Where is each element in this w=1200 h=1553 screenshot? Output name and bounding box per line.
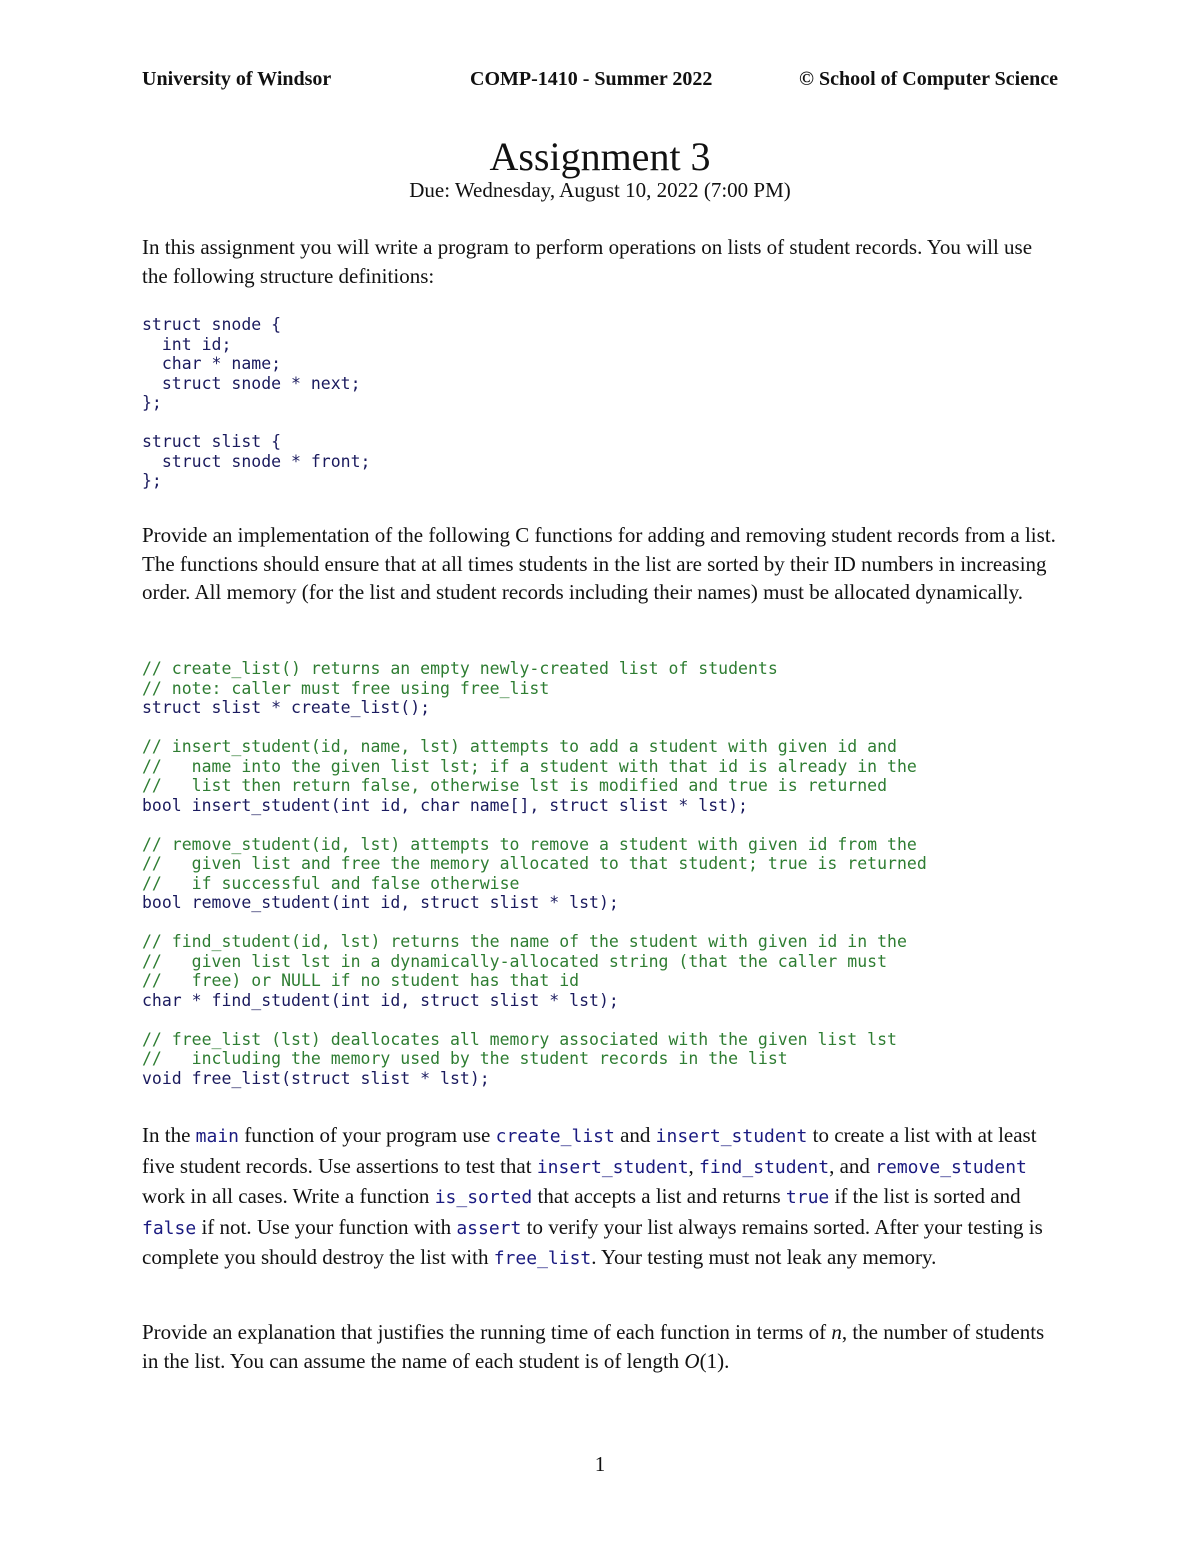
inline-code-main: main — [195, 1126, 240, 1147]
text-run: if the list is sorted and — [829, 1184, 1021, 1208]
code-line: }; — [142, 393, 162, 412]
text-run: and — [614, 1123, 656, 1147]
text-run: In the — [142, 1123, 196, 1147]
page-number: 1 — [594, 1452, 606, 1476]
code-signature: bool remove_student(int id, struct slist * lst); — [142, 893, 619, 912]
inline-code-false: false — [142, 1217, 197, 1239]
code-comment: // including the memory used by the student records in the list — [142, 1049, 788, 1068]
header-center: COMP-1410 - Summer 2022 — [470, 68, 713, 90]
code-signature: void free_list(struct slist * lst); — [142, 1068, 490, 1088]
text-run: . Your testing must not leak any memory. — [591, 1245, 937, 1269]
code-signature: char * find_student(int id, struct slist * lst); — [142, 990, 619, 1010]
text-run: (1). — [699, 1348, 730, 1373]
text-run: if not. Use your function with — [196, 1214, 457, 1239]
code-comment: // find_student(id, lst) returns the name of the student with given id in the — [142, 932, 907, 951]
text-run: Provide an explanation that justifies the running time of each function in terms of — [142, 1320, 832, 1344]
text-run: , — [688, 1153, 700, 1178]
text-run: , and — [829, 1153, 876, 1178]
code-comment: // remove_student(id, lst) attempts to remove a student with given id from the — [142, 834, 917, 854]
code-line: struct slist { — [142, 432, 282, 451]
inline-code-find-student: find_student — [699, 1156, 830, 1178]
math-big-o: O — [684, 1348, 700, 1373]
math-variable-n: n — [831, 1320, 842, 1344]
main-function-paragraph — [142, 1121, 1062, 1274]
inline-code-insert-student: insert_student — [655, 1126, 808, 1147]
code-comment: // create_list() returns an empty newly-created list of students — [142, 659, 778, 678]
inline-code-remove-student: remove_student — [875, 1156, 1027, 1178]
running-time-paragraph — [142, 1318, 1062, 1375]
text-run: function of your program use — [239, 1123, 496, 1147]
code-signature: struct slist * create_list(); — [142, 698, 431, 717]
text-run: to verify your list always remains sorted. After your testing is complete you should destroy the list with — [142, 1214, 1043, 1269]
assignment-title: Assignment 3 — [489, 134, 711, 179]
inline-code-assert: assert — [456, 1217, 522, 1239]
code-line: char * name; — [142, 354, 282, 373]
inline-code-true: true — [785, 1187, 830, 1208]
text-run: to create a list with at least five student records. Use assertions to test that — [142, 1123, 1037, 1178]
code-line: struct snode * front; — [142, 451, 371, 471]
code-line: struct snode * next; — [142, 373, 361, 393]
inline-code-create-list: create_list — [495, 1126, 615, 1147]
code-comment: // insert_student(id, name, lst) attempts to add a student with given id and — [142, 737, 897, 756]
function-declarations-code — [142, 659, 927, 1088]
struct-definitions-code — [142, 315, 370, 491]
header-right: © School of Computer Science — [799, 68, 1058, 90]
code-signature: bool insert_student(int id, char name[], struct slist * lst); — [142, 795, 748, 815]
inline-code-insert-student: insert_student — [536, 1156, 689, 1178]
code-comment: // name into the given list lst; if a student with that id is already in the — [142, 756, 917, 776]
code-line: int id; — [142, 334, 232, 354]
code-comment: // given list and free the memory allocated to that student; true is returned — [142, 854, 927, 873]
code-comment: // given list lst in a dynamically-allocated string (that the caller must — [142, 951, 888, 971]
text-run: , the number of students in the list. You can assume the name of each student is of length — [142, 1320, 1045, 1373]
code-line: struct snode { — [142, 315, 282, 334]
intro-paragraph: In this assignment you will write a program to perform operations on lists of student records. You will use the following structure definitions: — [142, 235, 1033, 288]
code-comment: // list then return false, otherwise lst is modified and true is returned — [142, 776, 888, 795]
code-comment: // note: caller must free using free_list — [142, 678, 550, 698]
inline-code-free-list: free_list — [493, 1248, 592, 1269]
code-comment: // free) or NULL if no student has that id — [142, 971, 580, 990]
text-run: that accepts a list and returns — [532, 1184, 786, 1208]
inline-code-is-sorted: is_sorted — [434, 1187, 533, 1208]
due-date: Due: Wednesday, August 10, 2022 (7:00 PM) — [409, 178, 791, 202]
code-line: }; — [142, 471, 162, 490]
implementation-paragraph: Provide an implementation of the following C functions for adding and removing student records from a list. The functions should ensure that at all times students in the list are sorted by their ID numbers in increasing order. All memory (for the list and student records including their names) must be allocated dynamically. — [142, 523, 1056, 604]
code-comment: // if successful and false otherwise — [142, 873, 520, 893]
code-comment: // free_list (lst) deallocates all memory associated with the given list lst — [142, 1029, 897, 1049]
text-run: work in all cases. Write a function — [142, 1184, 435, 1208]
header-left: University of Windsor — [142, 68, 332, 90]
